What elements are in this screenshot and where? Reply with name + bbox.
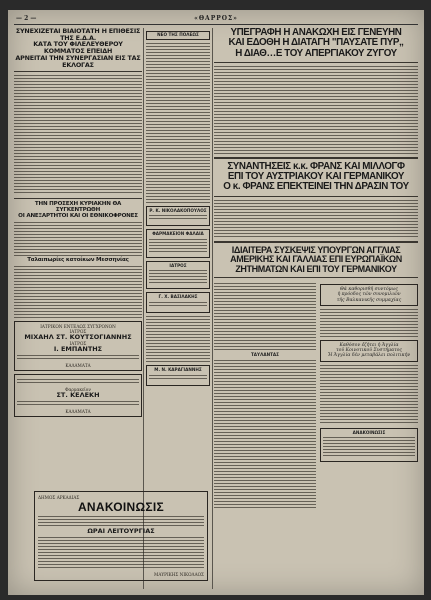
announcement-title: ΑΝΑΚΟΙΝΩΣΙΣ: [77, 500, 165, 515]
ad-role: ΙΑΤΡΟΣ: [69, 328, 87, 334]
ad-title: ΦΑΡΜΑΚΕΙΟΝ ΦΑΛΑΙΑ: [152, 231, 204, 237]
ad-intro: Φαρμακεῖον: [65, 387, 91, 393]
headline-line: ΕΠΙ ΤΟΥ ΑΥΣΤΡΙΑΚΟΥ ΚΑΙ ΓΕΡΜΑΝΙΚΟΥ: [227, 171, 405, 183]
headline-line: ΣΥΝΕΧΙΖΕΤΑΙ ΒΙΑΙΟΤΑΤΗ Η ΕΠΙΘΕΣΙΣ ΤΗΣ Ε.Δ.Α.: [15, 27, 141, 42]
header-rule: [14, 24, 418, 25]
headline-line: ΙΔΙΑΙΤΕΡΑ ΣΥΣΚΕΨΙΣ ΥΠΟΥΡΓΩΝ ΑΓΓΛΙΑΣ: [231, 244, 401, 255]
small-ad: [146, 229, 210, 258]
headline-line: ΖΗΤΗΜΑΤΩΝ ΚΑΙ ΕΠΙ ΤΟΥ ΓΕΡΜΑΝΙΚΟΥ: [235, 263, 397, 274]
ad-city: ΚΑΛΑΜΑΤΑ: [65, 363, 91, 369]
ad-name: Ι. ΕΜΠΑΝΤΗΣ: [53, 344, 103, 353]
side-box-line: ἡ πρόοδος τῶν συνομιλιῶν: [337, 292, 401, 298]
article-body: [14, 266, 142, 318]
ad-name: ΜΙΧΑΗΛ ΣΤ. ΚΟΥΤΣΟΓΙΑΝΝΗΣ: [24, 332, 132, 341]
ad-title: Γ. Χ. ΒΑΣΙΛΑΚΗΣ: [158, 294, 198, 300]
rule: [14, 71, 142, 72]
article-body: [214, 283, 316, 351]
side-box-line: Καθόσον ἐζήτει ἡ Ἀγγλία: [339, 342, 399, 348]
page-number: — 2 —: [16, 15, 37, 22]
paper-title: «ΘΑΡΡΟΣ»: [194, 15, 238, 22]
newspaper-page: [8, 10, 424, 595]
city-news-heading: ΝΕΟ ΤΗΣ ΠΟΛΕΩΣ: [157, 32, 199, 37]
doctor-ad: [14, 321, 142, 371]
ad-role: ΙΑΤΡΟΣ: [69, 340, 87, 346]
pharmacy-ad: [14, 374, 142, 417]
announcement-signature: ΜΑΥΡΙΚΗΣ ΝΙΚΟΛΑΟΣ: [154, 572, 204, 578]
ad-title: ΙΑΤΡΟΣ: [169, 262, 187, 268]
column-right: [214, 28, 418, 512]
headline-line: ΑΡΝΕΙΤΑΙ ΤΗΝ ΣΥΝΕΡΓΑΣΙΑΝ ΕΙΣ ΤΑΣ ΕΚΛΟΓΑΣ: [15, 53, 141, 69]
ad-name: ΣΤ. ΚΕΛΕΚΗ: [56, 391, 100, 400]
announcement-hours-title: ΩΡΑΙ ΛΕΙΤΟΥΡΓΙΑΣ: [87, 527, 155, 536]
announcement-text: [38, 516, 204, 526]
running-header: [8, 14, 424, 24]
headline-line: ΚΑΙ ΕΔΟΘΗ Η ΔΙΑΤΑΓΗ "ΠΑΥΣΑΤΕ ΠΥΡ„: [228, 37, 404, 49]
headline-line: ΟΙ ΑΝΕΞΑΡΤΗΤΟΙ ΚΑΙ ΟΙ ΕΘΝΙΚΟΦΡΟΝΕΣ: [18, 213, 138, 220]
ad-text: [149, 215, 207, 221]
column-left: [14, 28, 142, 420]
ad-title: Ρ. Κ. ΝΙΚΟΛΑΚΟΠΟΥΛΟΣ: [149, 207, 207, 213]
headline-line: ΚΑΤΑ ΤΟΥ ΦΙΛΕΛΕΥΘΕΡΟΥ ΚΟΜΜΑΤΟΣ ΕΠΕΙΔΗ: [33, 40, 123, 56]
headline-line: Η ΔΙΑΘ…Ε ΤΟΥ ΑΠΕΡΓΙΑΚΟΥ ΖΥΓΟΥ: [235, 47, 397, 59]
side-box: [320, 284, 418, 306]
announcement-box: [34, 491, 208, 581]
small-ad: [146, 365, 210, 386]
rule: [214, 157, 418, 159]
headline-line: Ο κ. ΦΡΑΝΣ ΕΠΕΚΤΕΙΝΕΙ ΤΗΝ ΔΡΑΣΙΝ ΤΟΥ: [223, 181, 409, 193]
article-body: [320, 309, 418, 337]
side-box-line: τοῦ Κοινοτικοῦ Συστήματος: [336, 348, 402, 354]
article-body: [214, 200, 418, 238]
lower-right-text: [214, 281, 316, 512]
small-ad: [146, 206, 210, 227]
ad-text: [149, 239, 207, 253]
side-box-line: τῆς Βαλκανικῆς συμμαχίας: [336, 297, 402, 303]
ad-text: [149, 270, 207, 284]
article-body: [214, 360, 316, 510]
lower-right-split: [214, 281, 418, 512]
article-body: [14, 222, 142, 256]
side-box-line: Θά καθορισθῆ συντόμως: [340, 287, 398, 292]
ad-title: Μ. Ν. ΚΑΡΑΓΙΑΝΝΗΣ: [154, 367, 202, 373]
sub-headline: Ταλαιπωρίες κατοίκων Μεσσηνίας: [27, 256, 129, 263]
ad-text: [17, 379, 139, 385]
column-divider: [212, 28, 213, 589]
bottom-box: [320, 428, 418, 463]
side-box-line: Ἡ Ἀγγλία δέν μεταβάλει πολιτικήν: [327, 353, 411, 359]
small-ad: [146, 261, 210, 290]
second-headline: [214, 162, 418, 193]
lower-right-boxes: [320, 281, 418, 512]
headline-line: ΤΗΝ ΠΡΟΣΕΧΗ ΚΥΡΙΑΚΗΝ ΘΑ ΣΥΓΚΕΝΤΡΩΘΗ: [34, 201, 122, 214]
city-news-heading-box: [146, 31, 210, 40]
rule: [214, 196, 418, 197]
ad-text: [17, 401, 139, 407]
rule: [214, 277, 418, 278]
article-body: [320, 365, 418, 425]
lead-headline-right: [214, 28, 418, 59]
mid-headline-left: [14, 202, 142, 220]
column-middle: [146, 28, 210, 389]
headline-line: ΥΠΕΓΡΑΦΗ Η ΑΝΑΚΩΧΗ ΕΙΣ ΓΕΝΕΥΗΝ: [230, 27, 402, 38]
announcement-header: ΔΗΜΟΣ ΑΡΚΑΔΙΑΣ: [38, 495, 80, 500]
headline-line: ΣΥΝΑΝΤΗΣΕΙΣ κ.κ. ΦΡΑΝΣ ΚΑΙ ΜΙΛΛΟΓΦ: [227, 160, 405, 172]
bottom-box-title: ΑΝΑΚΟΙΝΩΣΙΣ: [352, 429, 386, 435]
article-body: [14, 75, 142, 195]
lead-headline-left: [14, 28, 142, 68]
third-headline: [214, 246, 418, 274]
ad-text: [323, 437, 415, 457]
rule: [14, 198, 142, 199]
small-ad: [146, 292, 210, 313]
ad-text: [149, 375, 207, 381]
ad-city: ΚΑΛΑΜΑΤΑ: [65, 409, 91, 415]
article-body: [146, 316, 210, 362]
rule: [214, 241, 418, 243]
ad-text: [17, 355, 139, 361]
announcement-text: [38, 537, 204, 570]
article-body: [214, 66, 418, 154]
headline-line: ΑΜΕΡΙΚΗΣ ΚΑΙ ΓΑΛΛΙΑΣ ΕΠΙ ΕΥΡΩΠΑΪΚΩΝ: [230, 254, 402, 265]
article-body: [146, 43, 210, 203]
ad-heading: ΙΑΤΡΙΚΟΝ ΕΝΤΕΛΩΣ ΣΥΓΧΡΟΝΟΝ: [40, 323, 116, 329]
short-column-title: ΤΑΥΛΑΝΤΑΣ: [250, 352, 280, 357]
rule: [214, 62, 418, 63]
ad-text: [149, 302, 207, 308]
side-box: [320, 340, 418, 362]
